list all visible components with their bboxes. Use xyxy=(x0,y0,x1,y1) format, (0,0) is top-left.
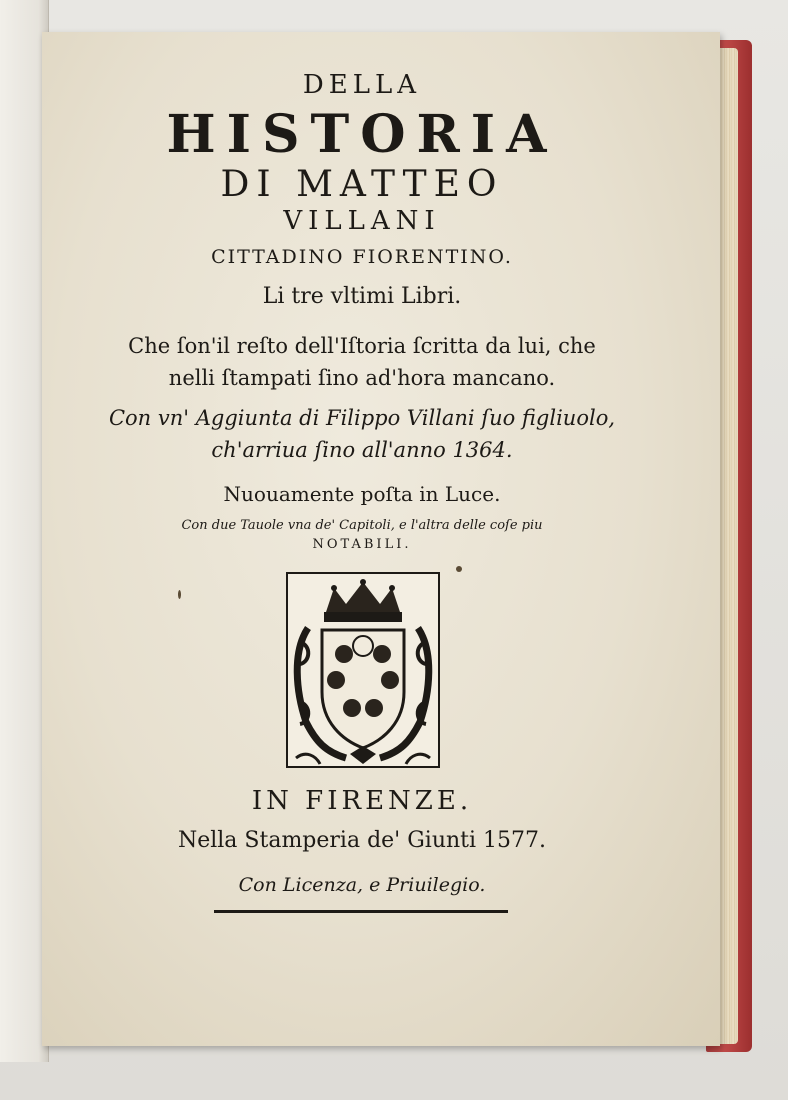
ink-speck xyxy=(456,566,462,572)
title-villani: VILLANI xyxy=(283,206,441,236)
title-historia: HISTORIA xyxy=(166,104,558,165)
subtitle-cittadino: CITTADINO FIORENTINO. xyxy=(211,246,513,268)
new-edition-line: Nuouamente poſta in Luce. xyxy=(223,482,501,506)
notabili-line: NOTABILI. xyxy=(312,537,412,552)
description-line-1: Che ſon'il reſto dell'Iſtoria ſcritta da lui, che xyxy=(128,334,596,358)
imprint-city: IN FIRENZE. xyxy=(251,786,473,816)
tables-line: Con due Tauole vna de' Capitoli, e l'altra delle coſe piu xyxy=(181,518,543,533)
imprint-license: Con Licenza, e Priuilegio. xyxy=(238,874,486,896)
title-della: DELLA xyxy=(302,70,422,100)
printer-device-woodcut-icon xyxy=(286,572,440,768)
title-di-matteo: DI MATTEO xyxy=(220,164,504,205)
description-line-2: nelli ſtampati ſino ad'hora mancano. xyxy=(168,366,556,390)
addition-line-2: ch'arriua ſino all'anno 1364. xyxy=(211,438,513,462)
addition-line-1: Con vn' Aggiunta di Filippo Villani ſuo figliuolo, xyxy=(108,406,616,430)
bottom-rule xyxy=(214,910,508,913)
title-page xyxy=(42,32,720,1046)
imprint-printer: Nella Stamperia de' Giunti 1577. xyxy=(177,828,547,853)
subtitle-libri: Li tre vltimi Libri. xyxy=(262,284,462,309)
ink-speck xyxy=(178,590,181,599)
